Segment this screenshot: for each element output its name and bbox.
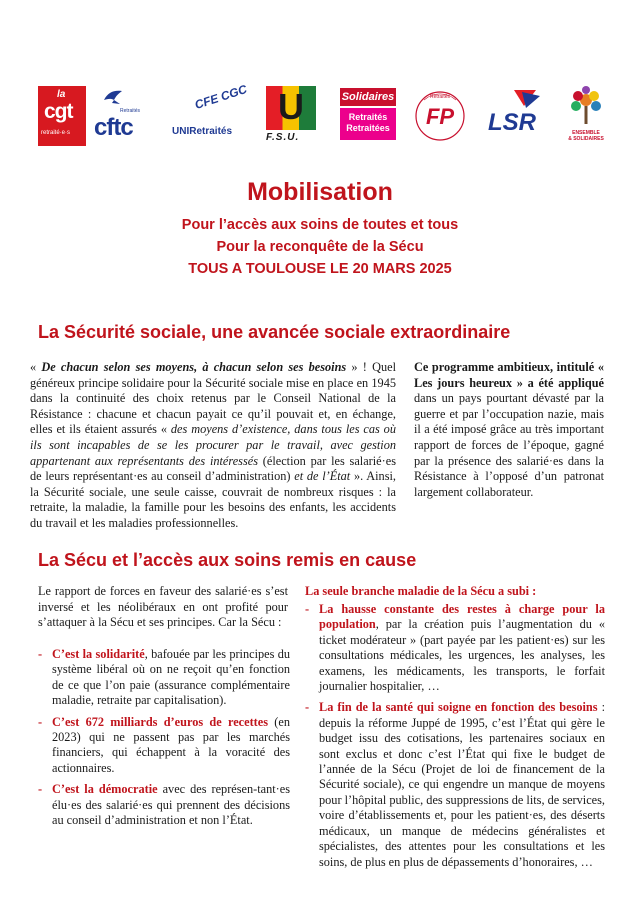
ensemble-solidaires-logo: [556, 86, 616, 146]
list-item: [305, 700, 605, 869]
list-item: [305, 602, 605, 694]
paragraph-text-2: (élection par les salarié·es de leurs représentant·es au conseil d’administration): [30, 453, 396, 484]
list-item-text: , par la création puis l’augmentation du « ticket modérateur » (part payée par les patient·es) sur les consultations médicales, les urgences, les analyses, les examens, les médicaments, les transports, le forfait journalier hospitalier, …: [319, 617, 605, 694]
svg-text:FP: FP: [425, 104, 455, 129]
list-item-lead: La fin de la santé qui soigne en fonction des besoins: [319, 700, 598, 715]
cfe-cgc-logo: [172, 82, 250, 146]
section2-intro: Le rapport de forces en faveur des salarié·es s’est inversé et les néolibéraux en ont profité pour s’attaquer à la Sécu et ses principes. Car la Sécu :: [38, 584, 288, 630]
list-dash: -: [38, 714, 43, 729]
ensemble-logo-text: ENSEMBLE & SOLIDAIRES: [568, 130, 604, 142]
section1-left-paragraph: [30, 360, 396, 532]
list-item-lead: C’est la démocratie: [52, 782, 158, 797]
paragraph-text-3: ». Ainsi, la Sécurité sociale, une seule caisse, couvrait de nombreux risques : la retraite, la maladie, la famille pour les besoins des enfants, les accidents du travail et les maladies professionnelles.: [30, 469, 396, 530]
programme-text: dans un pays pourtant dévasté par la guerre et par l’occupation nazie, mais il a été imposé grâce au très important rapport de forces de l’époque, gagné par la présence des salarié·es dans la Résistance à l’opposé d’un patronat largement collaborateur.: [414, 391, 604, 499]
list-item-text: avec des représen-tant·es élu·es des salarié·es qui prennent des décisions au conseil d’administration et non l’État.: [52, 782, 291, 828]
programme-lead: Ce programme ambitieux, intitulé « Les jours heureux » a été appliqué: [414, 360, 604, 390]
solidaires-logo-bottom: Retraités Retraitées: [340, 108, 396, 140]
cgt-logo-sub: retraité·e·s: [41, 130, 71, 136]
list-dash: -: [38, 782, 43, 797]
branch-maladie-heading: La seule branche maladie de la Sécu a subi :: [305, 584, 537, 598]
secu-principles-list: [38, 647, 290, 834]
list-item: [38, 782, 290, 828]
section1-right-paragraph: [414, 360, 604, 500]
dove-icon: [102, 88, 126, 106]
fp-emblem-icon: [410, 86, 470, 146]
solidaires-logo: [336, 86, 398, 146]
page-title: Mobilisation: [247, 178, 393, 206]
svg-text:LSR: LSR: [488, 109, 536, 136]
list-item-text: , bafouée par les principes du système libéral où on ne reçoit qu’en fonction de ce que l’on paie (assurance complémentaire maladie, retraite par capitalisation).: [52, 647, 291, 708]
quote-principle: De chacun selon ses moyens, à chacun selon ses besoins: [41, 360, 347, 374]
list-dash: -: [305, 700, 310, 715]
paragraph-text-1: » ! Quel généreux principe solidaire pour la Sécurité sociale mise en place en 1945 dans la continuité des choix retenus par le Conseil National de la Résistance : chacune et chacun payait ce qu’il pouvait et, en échange, elles et ils étaient assurés «: [30, 360, 396, 437]
cftc-logo-text: cftc: [94, 114, 133, 141]
svg-text:Retraités: Retraités: [429, 94, 451, 100]
cfe-logo-text: UNIRetraités: [172, 126, 233, 137]
logo-row: [36, 82, 616, 150]
list-dash: -: [305, 602, 310, 616]
cgt-logo: [38, 86, 86, 146]
cftc-logo: [94, 86, 164, 146]
solidaires-logo-top: Solidaires: [340, 88, 396, 106]
section-heading-secu-remise-en-cause: La Sécu et l’accès aux soins remis en cause: [38, 550, 417, 570]
list-item-text: : depuis la réforme Juppé de 1995, c’est l’État qui gère le budget issu des cotisations, les partenaires sociaux en sont exclus et donc c’est l’État qui fixe le budget de l’année de la Sécu (Projet de loi de financement de la Sécurité sociale), ce qui engendre un manque de moyens pour l’hôpital public, des suppressions de lits, de services, voire d’établissements et, pour les patient·es, des déserts médicaux, un manque de médecins généralistes et spécialistes, des attentes pour les consultations et les soins, de plus en plus de dépassements d’honoraires, …: [319, 700, 605, 869]
fsu-logo-text: F.S.U.: [266, 132, 300, 143]
fsu-logo-mark: U: [278, 86, 304, 127]
branch-maladie-list: [305, 602, 605, 876]
subtitle-line-2: Pour la reconquête de la Sécu: [216, 239, 424, 255]
quote-etat: et de l’État: [294, 469, 351, 484]
list-item: [38, 715, 290, 777]
list-item-text: (en 2023) qui ne passent pas par les marchés financiers, qui échappent à la voracité des actionnaires.: [52, 714, 290, 775]
fsu-logo: [264, 86, 322, 146]
lsr-emblem-icon: [484, 86, 542, 142]
cgt-logo-top: la: [57, 89, 66, 100]
tree-icon: [556, 86, 616, 130]
cgt-logo-text: cgt: [44, 100, 73, 123]
subtitle-line-3: TOUS A TOULOUSE LE 20 MARS 2025: [188, 261, 452, 277]
list-dash: -: [38, 647, 43, 661]
section-heading-securite-sociale: La Sécurité sociale, une avancée sociale extraordinaire: [38, 322, 511, 342]
list-item-lead: La hausse constante des restes à charge pour la population: [319, 602, 605, 632]
lsr-logo: [484, 86, 542, 146]
subtitle-line-1: Pour l’accès aux soins de toutes et tous: [181, 217, 459, 233]
list-item-lead: C’est 672 milliards d’euros de recettes: [52, 714, 269, 729]
list-item: [38, 647, 290, 709]
fonction-publique-logo: [410, 86, 470, 146]
list-item-lead: C’est la solidarité: [52, 647, 145, 661]
cfe-cgc-mark: CFE CGC: [193, 82, 249, 113]
quote-moyens-existence: des moyens d’existence, dans tous les cas où ils sont incapables de se les procurer par le travail, avec gestion appartenant aux représentants des intéressés: [30, 422, 396, 468]
quote-open: «: [30, 360, 42, 374]
cftc-logo-sub: Retraités: [120, 108, 141, 114]
